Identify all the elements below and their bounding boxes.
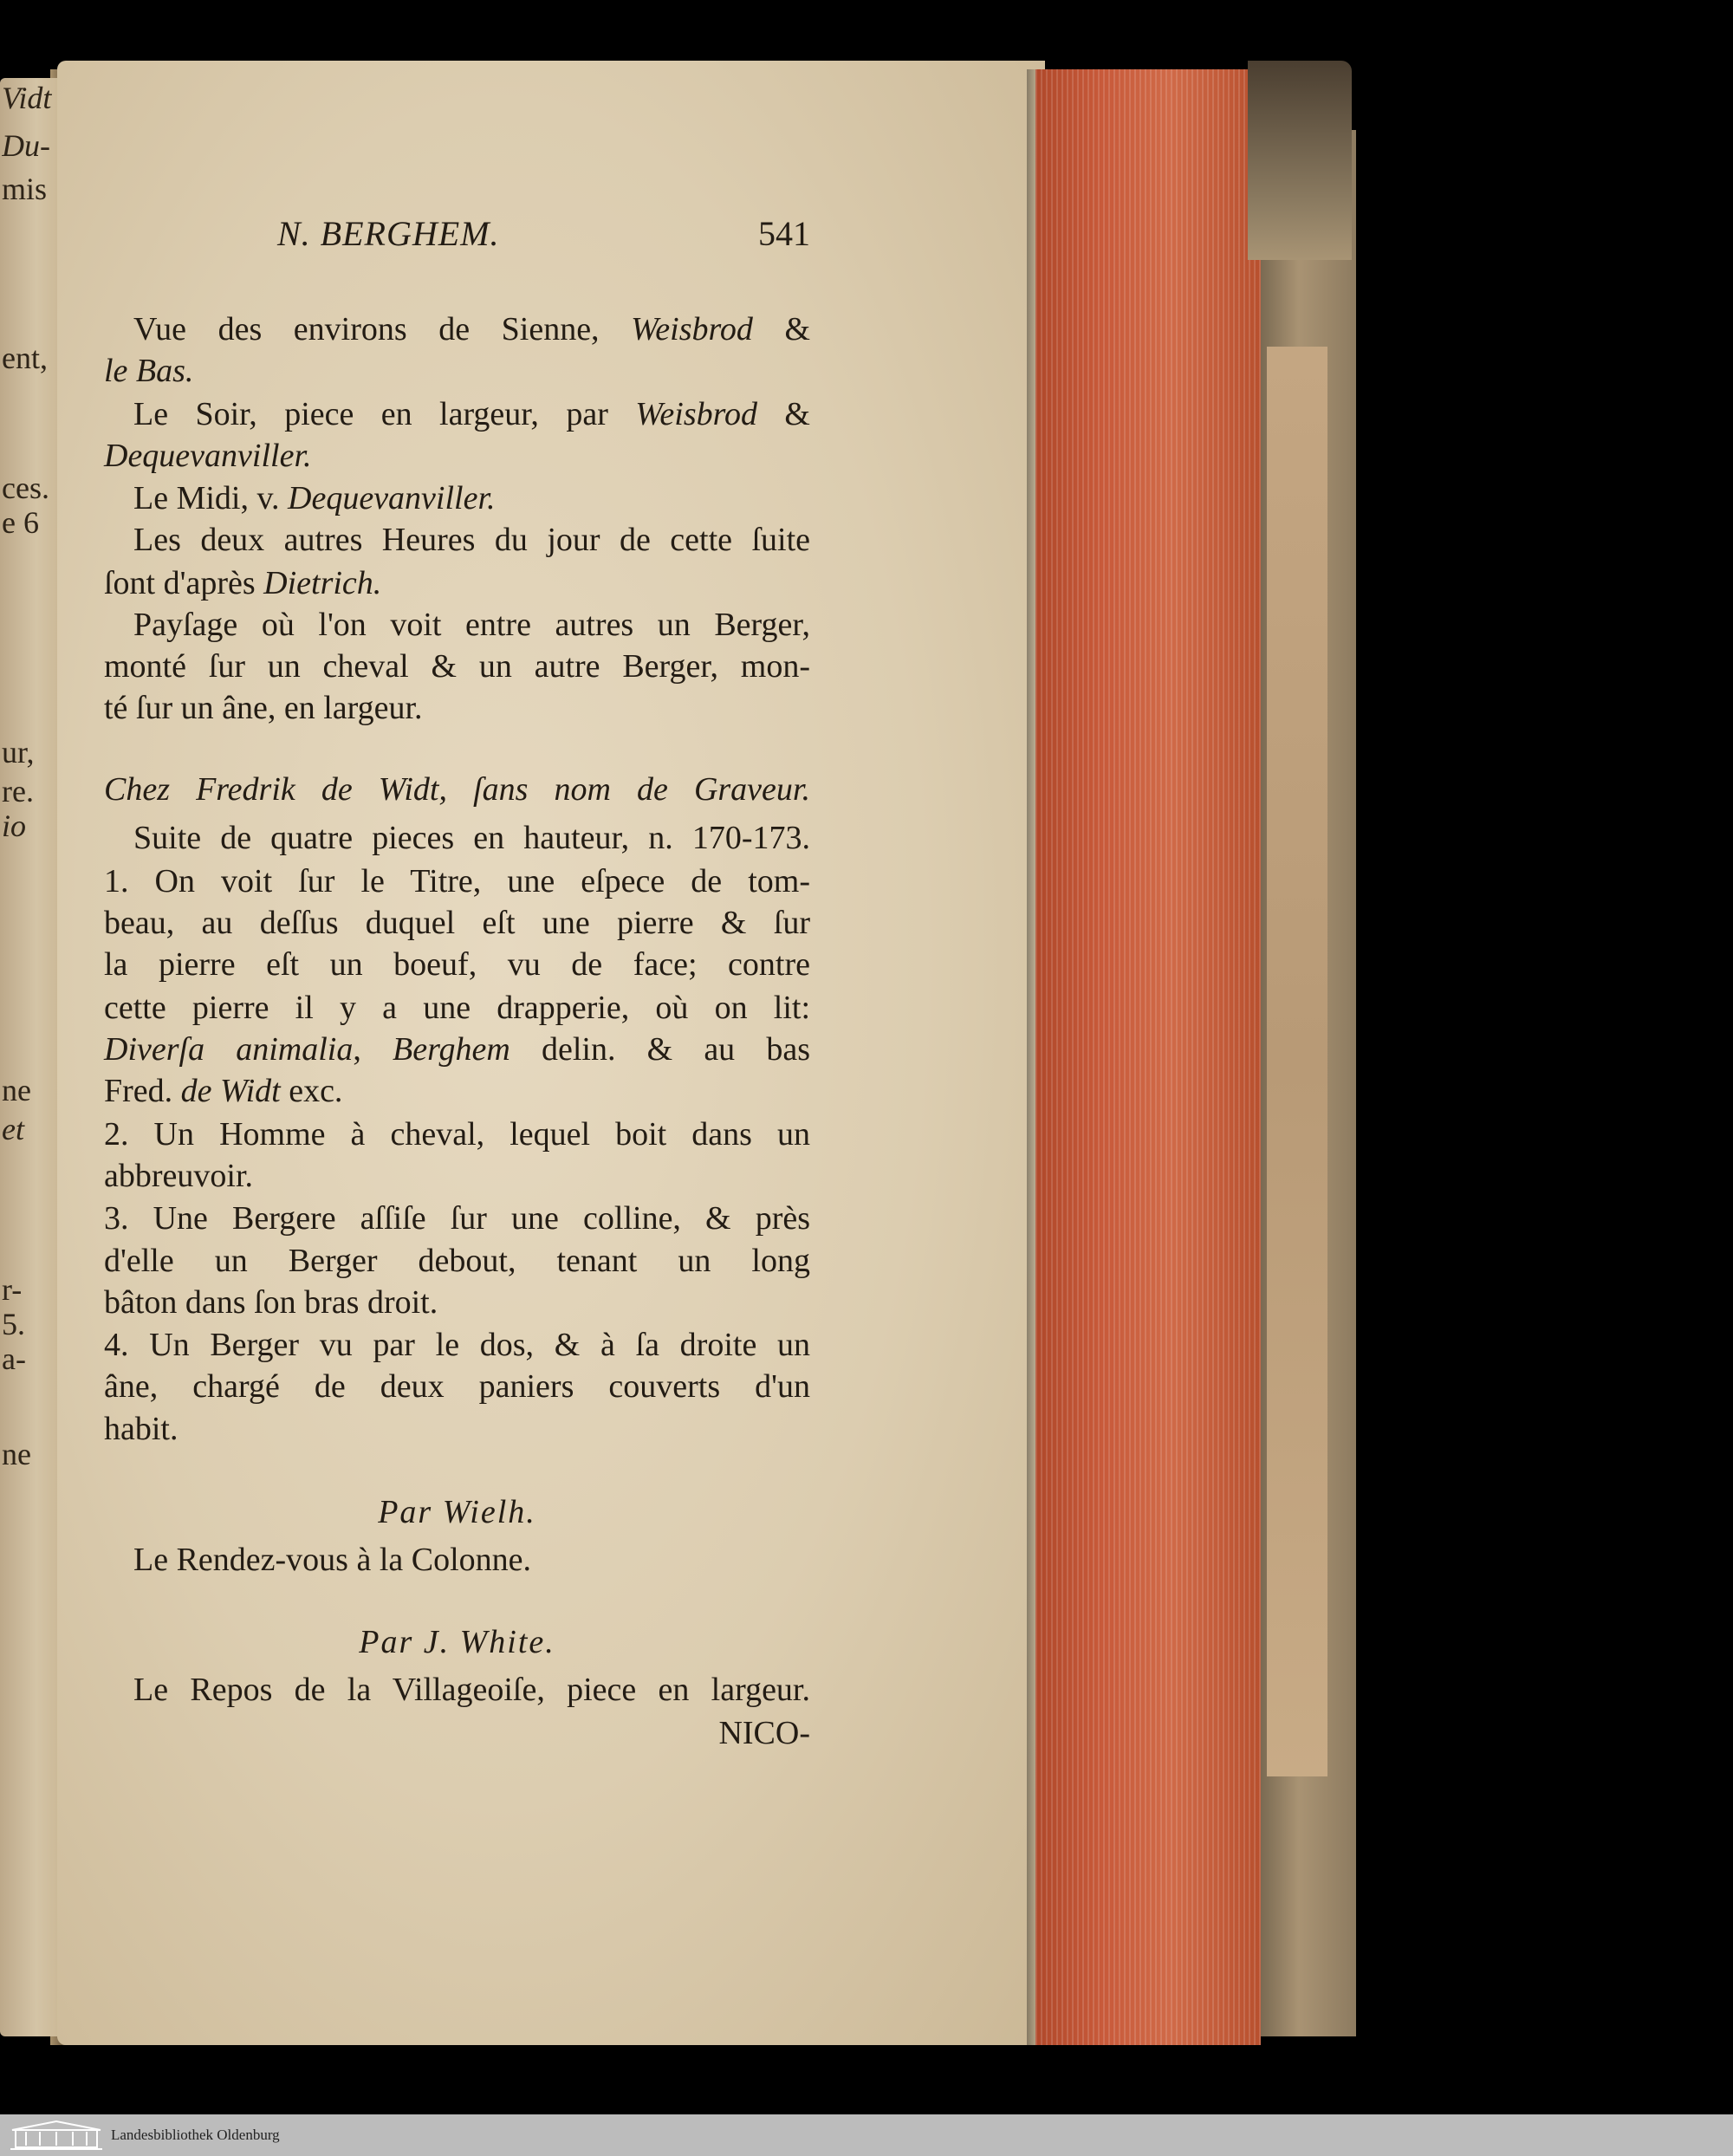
text-line <box>104 943 810 986</box>
roman-text: abbreuvoir. <box>104 1158 254 1194</box>
roman-text: 3. Une Bergere aſſiſe ſur une colline, & près <box>104 1200 810 1237</box>
text-line <box>133 1668 810 1711</box>
left-page-fragment: ne <box>2 1438 31 1470</box>
roman-text: Le Rendez-vous à la Colonne. <box>133 1542 532 1578</box>
text-line <box>133 518 810 562</box>
roman-text: Suite de quatre pieces en hauteur, n. 170-173. <box>133 820 810 856</box>
left-page-fragment: mis <box>2 173 48 205</box>
left-page-fragment: ces. <box>2 472 49 503</box>
left-page-margin <box>0 78 61 2036</box>
text-line <box>104 1711 810 1755</box>
book-cover-strip <box>1267 347 1327 1776</box>
text-line <box>104 645 810 688</box>
italic-text: Diverſa animalia <box>104 1031 354 1068</box>
text-line <box>133 1538 810 1581</box>
roman-text: Les deux autres Heures du jour de cette ſuite <box>133 522 810 558</box>
left-page-fragment: ur, <box>2 737 35 768</box>
italic-text: Par Wielh. <box>378 1494 536 1530</box>
italic-text: de Widt <box>180 1073 281 1109</box>
left-page-fragment: Du- <box>2 130 50 161</box>
left-page-fragment: e 6 <box>2 507 39 538</box>
italic-text: Dequevanviller. <box>104 438 312 474</box>
text-line <box>104 562 810 605</box>
italic-text: Dequevanviller. <box>288 480 496 516</box>
roman-text: 2. Un Homme à cheval, lequel boit dans un <box>104 1116 810 1153</box>
roman-text: monté ſur un cheval & un autre Berger, mon- <box>104 648 810 685</box>
roman-text: cette pierre il y a une drapperie, où on lit: <box>104 990 810 1026</box>
text-line <box>133 603 810 646</box>
italic-text: le Bas. <box>104 353 194 389</box>
roman-text: Le Repos de la Villageoiſe, piece en largeur. <box>133 1672 810 1708</box>
book-cover-corner <box>1248 61 1352 260</box>
roman-text: & <box>752 311 811 347</box>
italic-text: Dietrich. <box>263 565 382 601</box>
roman-text: delin. & au bas <box>510 1031 811 1068</box>
roman-text: âne, chargé de deux paniers couverts d'un <box>104 1368 810 1405</box>
running-header <box>104 208 810 260</box>
text-line <box>133 393 810 436</box>
roman-text: 1. On voit ſur le Titre, une eſpece de tom- <box>104 863 810 899</box>
roman-text: d'elle un Berger debout, tenant un long <box>104 1243 810 1279</box>
left-page-fragment: r- <box>2 1274 23 1305</box>
left-page-fragment: a- <box>2 1343 26 1374</box>
text-line <box>104 768 810 811</box>
footer-library-name: Landesbibliothek Oldenburg <box>111 2127 280 2143</box>
text-line <box>104 1197 810 1240</box>
page-edges-red <box>1035 69 1261 2045</box>
library-building-icon <box>9 2120 104 2151</box>
text-line <box>104 349 810 393</box>
text-line <box>104 1281 810 1324</box>
left-page-fragment: Vidt <box>2 82 52 114</box>
roman-text: bâton dans ſon bras droit. <box>104 1284 438 1321</box>
text-line <box>104 860 810 903</box>
roman-text: té ſur un âne, en largeur. <box>104 690 423 726</box>
text-line <box>104 1113 810 1156</box>
italic-text: Berghem <box>393 1031 510 1068</box>
roman-text: Le Soir, piece en largeur, par <box>133 396 636 432</box>
text-line <box>104 1154 810 1198</box>
text-line <box>104 1620 810 1664</box>
roman-text: la pierre eſt un boeuf, vu de face; contre <box>104 946 810 983</box>
text-line <box>104 1323 810 1367</box>
roman-text: exc. <box>280 1073 343 1109</box>
roman-text: , <box>353 1031 393 1068</box>
text-line <box>104 1239 810 1283</box>
text-line <box>104 1365 810 1408</box>
roman-text: & <box>757 396 810 432</box>
text-line <box>133 816 810 860</box>
text-line <box>104 901 810 945</box>
text-line <box>104 1069 810 1113</box>
roman-text: 4. Un Berger vu par le dos, & à ſa droite un <box>104 1327 810 1363</box>
left-page-fragment: io <box>2 810 27 841</box>
text-line <box>133 477 810 520</box>
page-number: 541 <box>758 214 810 253</box>
header-title: N. BERGHEM. <box>277 214 500 253</box>
roman-text: NICO- <box>718 1715 810 1751</box>
text-line <box>133 308 810 351</box>
italic-text: Weisbrod <box>635 396 758 432</box>
roman-text: ſont d'après <box>104 565 264 601</box>
roman-text: Fred. <box>104 1073 181 1109</box>
roman-text: Le Midi, v. <box>133 480 289 516</box>
roman-text: Payſage où l'on voit entre autres un Berger, <box>133 607 810 643</box>
text-line <box>104 1407 810 1451</box>
text-line <box>104 1028 810 1071</box>
roman-text: Vue des environs de Sienne, <box>133 311 632 347</box>
left-page-fragment: 5. <box>2 1309 25 1340</box>
text-line <box>104 986 810 1029</box>
italic-text: Chez Fredrik de Widt, ſans nom de Graveur. <box>104 771 810 808</box>
text-line <box>104 1490 810 1534</box>
roman-text: habit. <box>104 1411 178 1447</box>
left-page-fragment: ent, <box>2 342 48 373</box>
roman-text: beau, au deſſus duquel eſt une pierre & ſur <box>104 905 810 941</box>
footer-bar <box>0 2114 1733 2156</box>
left-page-fragment: ne <box>2 1075 31 1106</box>
text-line <box>104 434 810 477</box>
italic-text: Par J. White. <box>359 1624 555 1660</box>
left-page-fragment: re. <box>2 776 34 807</box>
left-page-fragment: et <box>2 1114 24 1145</box>
text-line <box>104 686 810 730</box>
italic-text: Weisbrod <box>631 311 753 347</box>
